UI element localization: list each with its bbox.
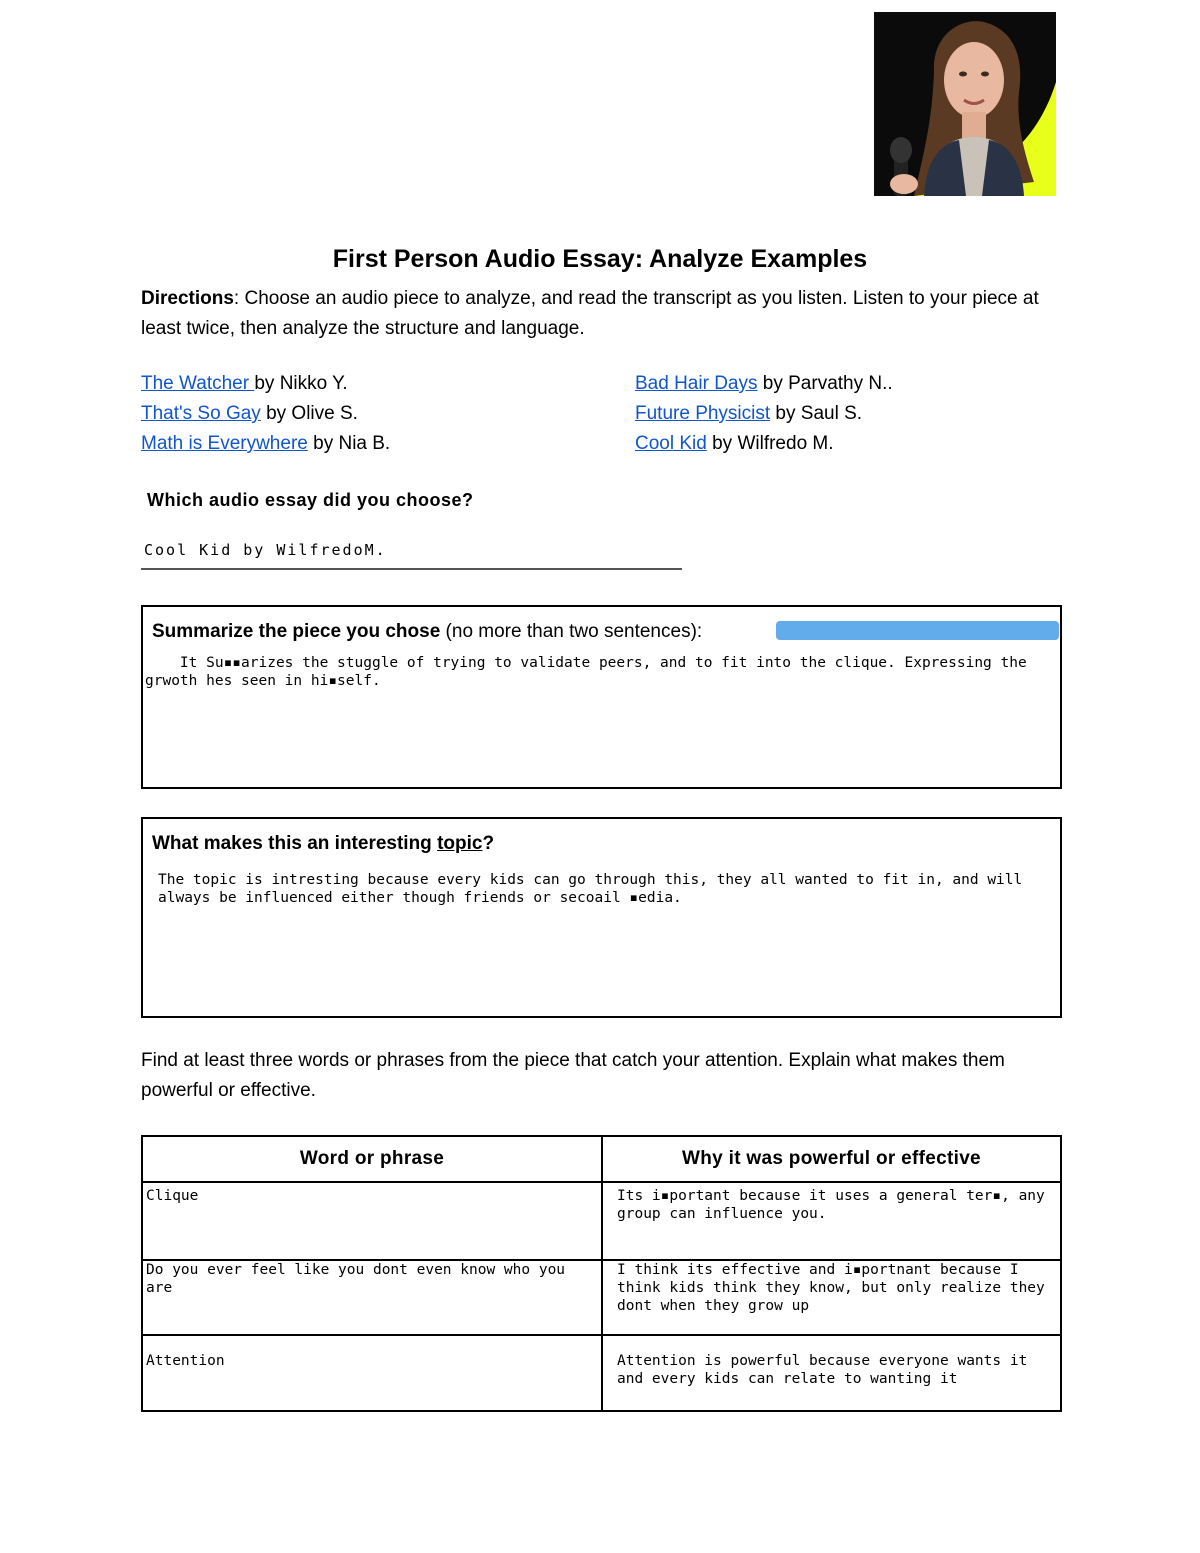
answer-underline: [141, 568, 682, 570]
why-text: Its i▪portant because it uses a general ter▪, any group can influence you.: [617, 1188, 1045, 1222]
word-text: Attention: [146, 1353, 225, 1369]
topic-label: [152, 833, 494, 855]
essay-list-right: [635, 369, 893, 459]
essay-link-cool-kid[interactable]: Cool Kid: [635, 433, 707, 454]
essay-author: by Parvathy N..: [757, 373, 893, 394]
essay-item: [141, 399, 390, 429]
topic-box: [141, 817, 1062, 1018]
essay-author: by Saul S.: [770, 403, 863, 424]
table-header-word: Word or phrase: [142, 1136, 602, 1182]
word-text: Do you ever feel like you dont even know who you are: [146, 1262, 566, 1296]
directions-text: : Choose an audio piece to analyze, and read the transcript as you listen. Listen to your piece at least twice, then analyze the structure and language.: [141, 288, 1039, 339]
choose-question: Which audio essay did you choose?: [147, 490, 474, 510]
table-row: [142, 1260, 1061, 1335]
directions: [141, 284, 1061, 344]
summary-label-bold: Summarize the piece you chose: [152, 621, 441, 642]
why-text: Attention is powerful because everyone wants it and every kids can relate to wanting it: [617, 1353, 1028, 1387]
summary-label: [152, 621, 702, 643]
essay-link-thats-so-gay[interactable]: That's So Gay: [141, 403, 261, 424]
table-header-why: Why it was powerful or effective: [602, 1136, 1061, 1182]
words-table: [141, 1135, 1062, 1412]
essay-item: [635, 429, 893, 459]
essay-author: by Nikko Y.: [254, 373, 348, 394]
table-row: [142, 1182, 1061, 1260]
essay-author: by Wilfredo M.: [706, 433, 834, 454]
table-header-row: [142, 1136, 1061, 1182]
essay-item: [141, 369, 390, 399]
essay-link-math-is-everywhere[interactable]: Math is Everywhere: [141, 433, 308, 454]
summary-box: [141, 605, 1062, 789]
directions-label: Directions: [141, 288, 234, 309]
essay-item: [635, 369, 893, 399]
word-cell[interactable]: [142, 1260, 602, 1335]
word-text: Clique: [146, 1188, 199, 1204]
topic-label-bold: What makes this an interesting: [152, 833, 438, 854]
why-cell[interactable]: [602, 1260, 1061, 1335]
word-cell[interactable]: [142, 1335, 602, 1411]
essay-author: by Nia B.: [307, 433, 391, 454]
choose-answer[interactable]: Cool Kid by WilfredoM.: [144, 541, 387, 559]
essay-item: [141, 429, 390, 459]
topic-answer[interactable]: The topic is intresting because every kids can go through this, they all wanted to fit in, and will always be influenced either though friends or secoail ▪edia.: [158, 872, 1031, 906]
essay-link-the-watcher[interactable]: The Watcher: [141, 373, 255, 394]
topic-label-end: ?: [482, 833, 495, 854]
table-row: [142, 1335, 1061, 1411]
page-title: First Person Audio Essay: Analyze Examples: [332, 245, 868, 273]
summary-answer[interactable]: It Su▪▪arizes the stuggle of trying to validate peers, and to fit into the clique. Expressing the grwoth hes seen in hi▪self.: [145, 655, 1036, 689]
essay-author: by Olive S.: [260, 403, 358, 424]
speaker-photo-illustration: [874, 12, 1056, 196]
word-cell[interactable]: [142, 1182, 602, 1260]
speaker-photo: [874, 12, 1056, 196]
find-prompt: Find at least three words or phrases from the piece that catch your attention. Explain what makes them powerful or effective.: [141, 1050, 1005, 1101]
essay-link-future-physicist[interactable]: Future Physicist: [635, 403, 771, 424]
essay-list-left: [141, 369, 390, 459]
essay-link-bad-hair-days[interactable]: Bad Hair Days: [635, 373, 758, 394]
summary-label-rest: (no more than two sentences):: [440, 621, 703, 642]
essay-item: [635, 399, 893, 429]
why-text: I think its effective and i▪portnant because I think kids think they know, but only realize they dont when they grow up: [617, 1262, 1045, 1314]
why-cell[interactable]: [602, 1335, 1061, 1411]
why-cell[interactable]: [602, 1182, 1061, 1260]
topic-label-underlined: topic: [437, 833, 483, 854]
